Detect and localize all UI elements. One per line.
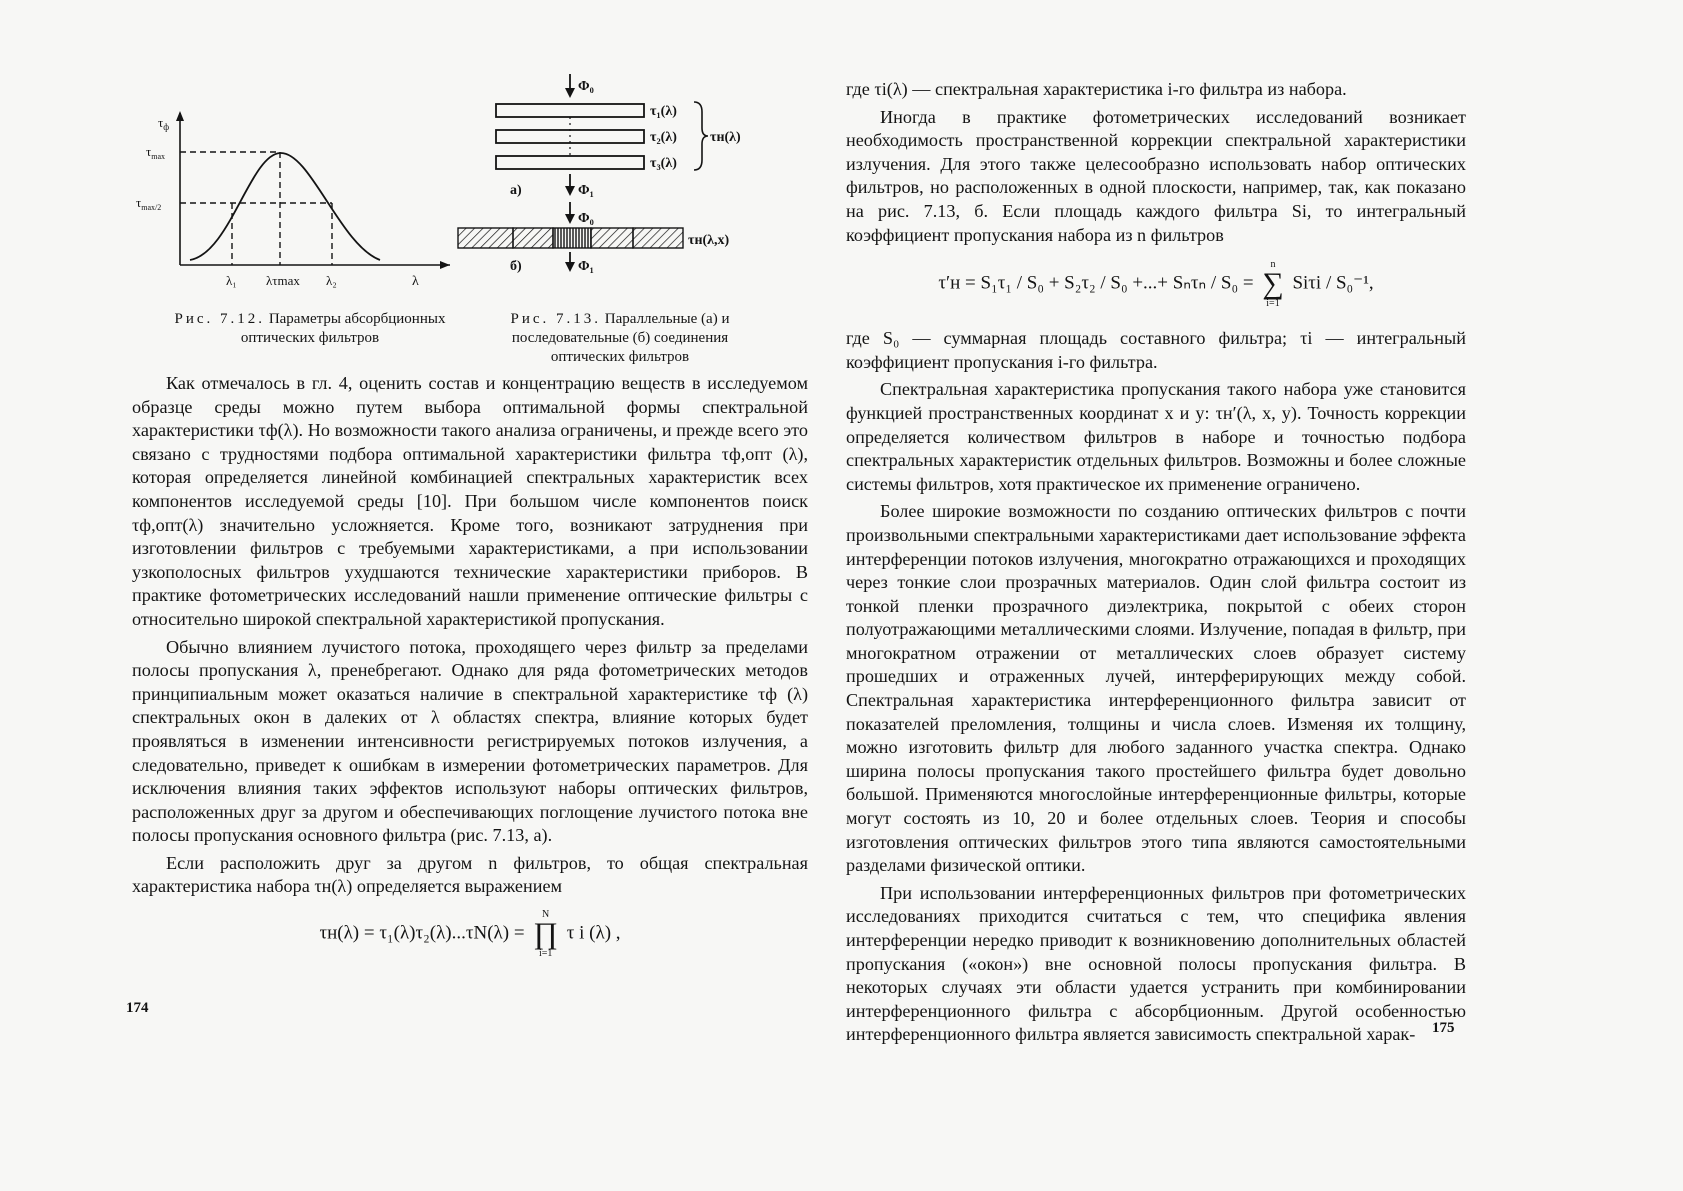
product-upper-limit: N — [542, 909, 550, 921]
product-formula — [132, 909, 808, 959]
page-number-right: 175 — [1432, 1020, 1455, 1036]
filter-2-label: τ₂(λ) — [650, 130, 677, 145]
flux-arrow-top-head — [565, 88, 575, 98]
flux-arrow-b-in-head — [565, 214, 575, 224]
caption-text: Параллельные (а) и последовательные (б) соединения оптических фильтров — [511, 311, 730, 365]
sum-operator — [1262, 259, 1283, 309]
phi1-a-label: Φ₁ — [578, 183, 594, 198]
filter-3 — [496, 156, 644, 169]
tmax2-label: $\tau_{max/2}$ — [136, 195, 162, 212]
product-symbol: ∏ — [533, 917, 558, 951]
filter-1 — [496, 104, 644, 117]
phi1-b-label: Φ₁ — [578, 259, 594, 274]
figure-7-12 — [136, 105, 460, 295]
figure-7-12-caption — [150, 310, 470, 348]
caption-label: Рис. 7.13. — [510, 311, 602, 327]
transmission-curve — [190, 153, 380, 260]
x-tick-lambda2: λ₂ — [326, 273, 337, 288]
phi0-b-label: Φ₀ — [578, 211, 594, 226]
absorption-filter-curve-chart — [136, 105, 460, 295]
paragraph: При использовании интерференционных фильтров при фотометрических исследованиях приходится считаться с тем, что специфика явления интерференции нередко приводит к возникновению дополнительных областей пропускания («окон») вне основной полосы пропускания фильтра. В некоторых случаях эти области удается устранить при комбинировании интерференционного фильтра с абсорбционным. Другой особенностью интерференционного фильтра является зависимость спектральной харак- — [846, 882, 1466, 1045]
strip-segment-2 — [513, 228, 553, 248]
sum-symbol: ∑ — [1262, 267, 1284, 301]
formula-rhs: Siτi / S₀⁻¹, — [1292, 272, 1374, 294]
filter-connection-diagram — [488, 70, 808, 300]
strip-label: τн(λ,x) — [688, 233, 730, 248]
part-b-label: б) — [510, 259, 522, 274]
paragraph: Более широкие возможности по созданию оптических фильтров с почти произвольными спектральными характеристиками дает использование эффекта интерференции потоков излучения, многократно отражающихся и проходящих через тонкие слои прозрачных материалов. Один слой фильтра состоит из тонкой пленки прозрачного диэлектрика, покрытой с обеих сторон полуотражающими металлическими слоями. Излучение, попадая в фильтр, при многократном отражении от металлических слоев образует систему прошедших и отраженных лучей, интерферирующих между собой. Спектральная характеристика интерференционного фильтра зависит от показателей преломления, толщины и числа слоев. Изменяя их толщину, можно изготовить фильтр для любого заданного участка спектра. Однако ширина полосы пропускания такого простейшего фильтра будет довольно большой. Применяются многослойные интерференционные фильтры, которые могут состоять из 10, 20 и более отдельных слоев. Теория и способы изготовления оптических фильтров этого типа являются самостоятельными разделами физической оптики. — [846, 501, 1466, 876]
strip-segment-1 — [458, 228, 513, 248]
strip-segment-3 — [553, 228, 591, 248]
x-tick-lambda-tmax: λτmax — [266, 273, 300, 288]
product-lower-limit: i=1 — [538, 948, 553, 960]
filter-1-label: τ₁(λ) — [650, 104, 677, 119]
page-number-left: 174 — [126, 1000, 149, 1016]
paragraph: Иногда в практике фотометрических исследований возникает необходимость пространственной коррекции спектральной характеристики излучения. Для этого также целесообразно использовать набор оптических фильтров, но расположенных в одной плоскости, например, так, как показано на рис. 7.13, б. Если площадь каждого фильтра Si, то интегральный коэффициент пропускания набора из n фильтров — [846, 106, 1466, 245]
left-page — [0, 0, 841, 1191]
paragraph: Если расположить друг за другом n фильтров, то общая спектральная характеристика набора τн(λ) определяется выражением — [132, 852, 808, 897]
formula-rhs: τ i (λ) , — [566, 922, 621, 944]
y-axis-label: $\tau_ф$ — [158, 115, 170, 132]
right-page — [842, 0, 1683, 1191]
sum-upper-limit: n — [1270, 259, 1276, 271]
tmax-label: $\tau_{max}$ — [146, 144, 166, 161]
paragraph: Как отмечалось в гл. 4, оценить состав и концентрацию веществ в исследуемом образце среды можно путем выбора оптимальной формы спектральной характеристики τф(λ). Но возможности такого анализа ограничены, и прежде всего это связано с трудностями подбора оптимальной характеристики фильтра τф,опт (λ), которая определяется линейной комбинацией спектральных характеристик всех компонентов исследуемой среды [10]. При большом числе компонентов поиск τф,опт(λ) значительно усложняется. Кроме того, возникают затруднения при изготовлении фильтров с требуемыми характеристиками, а при использовании узкополосных фильтров ухудшаются технические характеристики приборов. В практике фотометрических исследований нашли применение оптические фильтры с относительно широкой спектральной характеристикой пропускания. — [132, 373, 808, 629]
y-axis-arrow — [176, 111, 184, 121]
brace-label: τн(λ) — [710, 130, 741, 145]
x-tick-lambda1: λ₁ — [226, 273, 237, 288]
sum-formula — [846, 259, 1466, 309]
x-axis-arrow — [440, 261, 450, 269]
brace — [694, 102, 708, 170]
caption-label: Рис. 7.12. — [174, 311, 266, 327]
caption-text: Параметры абсорбционных оптических фильтров — [240, 311, 446, 346]
figure-7-13 — [488, 70, 808, 300]
strip-segment-5 — [633, 228, 683, 248]
phi0-top-label: Φ₀ — [578, 79, 594, 94]
paragraph: Обычно влиянием лучистого потока, проходящего через фильтр за пределами полосы пропускания λ, пренебрегают. Однако для ряда фотометрических методов принципиальным может оказаться наличие в спектральной характеристике τф (λ) спектральных окон в далеких от λ областях спектра, влияние которых будет проявляться в изменении интенсивности регистрируемых потоков излучения, а следовательно, приведет к ошибкам в измерении фотометрических параметров. Для исключения влияния таких эффектов используют наборы оптических фильтров, расположенных друг за другом и обеспечивающих поглощение лучистого потока вне полосы пропускания основного фильтра (рис. 7.13, а). — [132, 636, 808, 846]
right-body-text — [846, 78, 1466, 1051]
left-body-text — [132, 372, 808, 975]
filter-3-label: τ₃(λ) — [650, 156, 677, 171]
flux-arrow-b-out-head — [565, 262, 575, 272]
part-a-label: а) — [510, 183, 522, 198]
paragraph: Спектральная характеристика пропускания такого набора уже становится функцией пространственных координат x и y: τн′(λ, x, y). Точность коррекции определяется количеством фильтров в наборе и точностью подбора спектральных характеристик отдельных фильтров. Возможны и более сложные системы фильтров, хотя практическое их применение ограничено. — [846, 379, 1466, 494]
sum-lower-limit: i=1 — [1266, 298, 1280, 310]
paragraph: где S₀ — суммарная площадь составного фильтра; τi — интегральный коэффициент пропускания i-го фильтра. — [846, 328, 1466, 372]
product-operator — [533, 909, 558, 959]
x-axis-label: λ — [412, 274, 419, 289]
formula-lhs: τ′н = S₁τ₁ / S₀ + S₂τ₂ / S₀ +...+ Sₙτₙ / S₀ = — [938, 272, 1254, 294]
formula-lhs: τн(λ) = τ₁(λ)τ₂(λ)...τN(λ) = — [319, 922, 525, 944]
strip-segment-4 — [591, 228, 633, 248]
figure-7-13-caption — [495, 310, 745, 367]
flux-arrow-a-head — [565, 186, 575, 196]
paragraph: где τi(λ) — спектральная характеристика i-го фильтра из набора. — [846, 79, 1347, 99]
